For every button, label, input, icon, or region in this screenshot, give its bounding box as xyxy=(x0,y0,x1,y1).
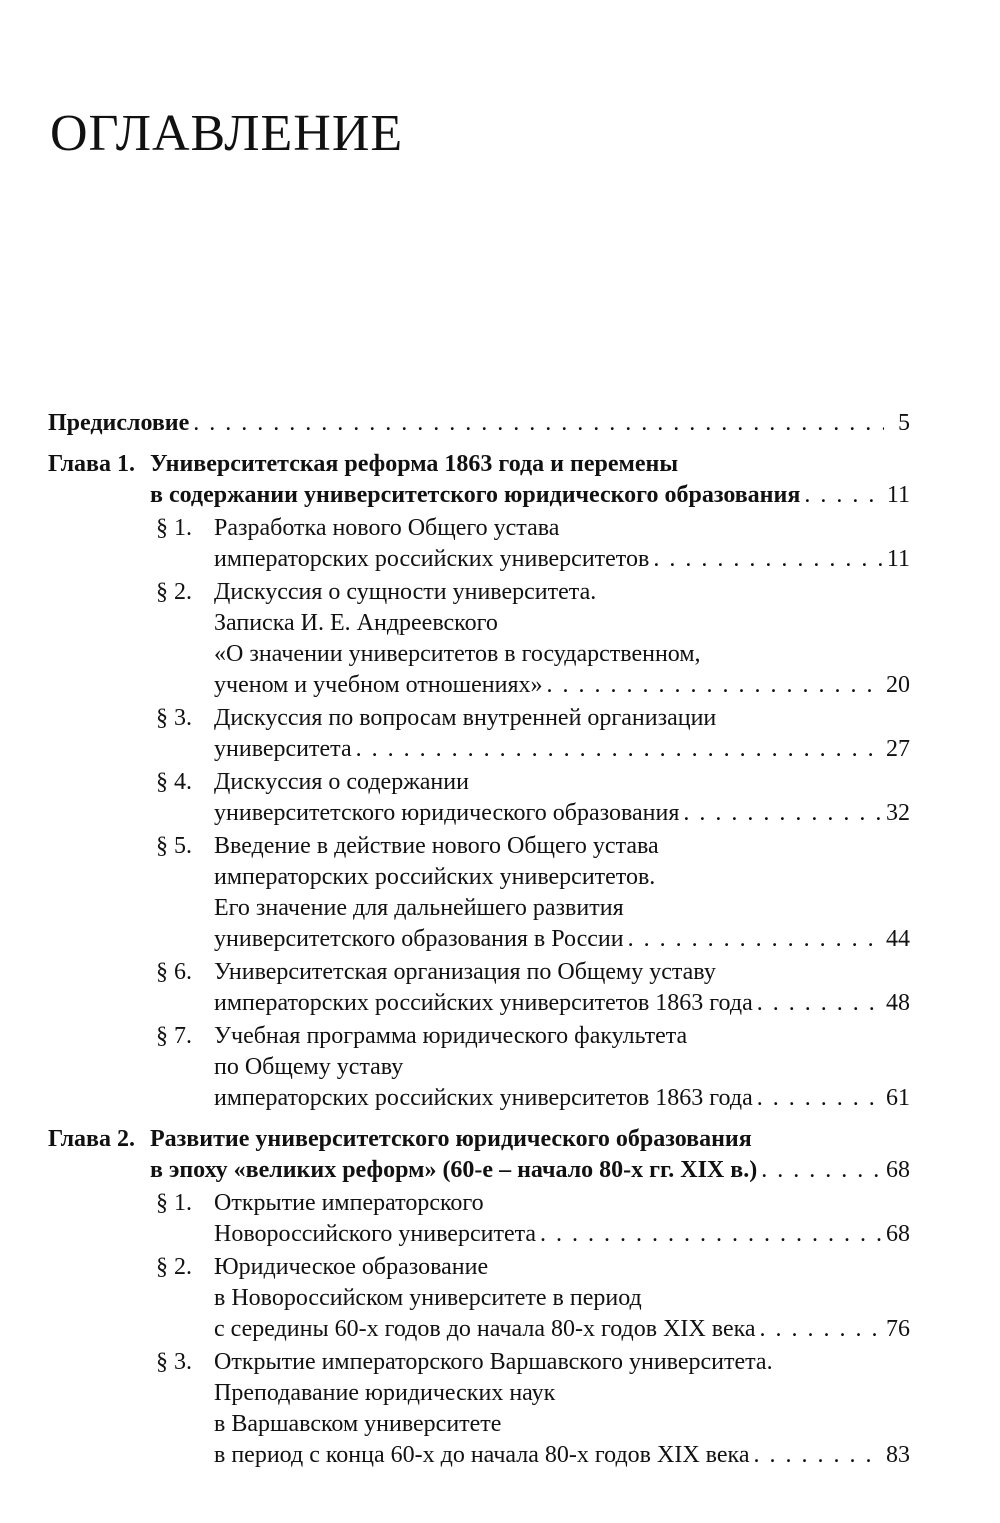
page-number: 83 xyxy=(886,1442,910,1468)
section-label: § 7. xyxy=(156,1023,192,1049)
section-title-line: Разработка нового Общего устава xyxy=(214,515,560,541)
section-label: § 4. xyxy=(156,769,192,795)
table-of-contents xyxy=(48,408,910,1471)
section-title-line: Открытие императорского xyxy=(214,1190,484,1216)
toc-section-1-3[interactable] xyxy=(48,703,910,765)
section-title-line: в Новороссийском университете в период xyxy=(214,1285,642,1311)
page-number: 76 xyxy=(886,1316,910,1342)
toc-section-2-3[interactable] xyxy=(48,1347,910,1471)
section-title-line: Учебная программа юридического факультета xyxy=(214,1023,688,1049)
section-title-line: Дискуссия о содержании xyxy=(214,769,469,795)
page-number: 48 xyxy=(886,990,910,1016)
page-title: ОГЛАВЛЕНИЕ xyxy=(50,105,404,162)
section-title-line: Его значение для дальнейшего развития xyxy=(214,895,624,921)
page-number: 32 xyxy=(886,800,910,826)
toc-section-1-7[interactable] xyxy=(48,1021,910,1114)
section-title-line: Преподавание юридических наук xyxy=(214,1380,556,1406)
leader-dots xyxy=(193,408,884,439)
leader-dots xyxy=(761,1155,882,1186)
section-title-line: Записка И. Е. Андреевского xyxy=(214,610,498,636)
section-label: § 1. xyxy=(156,1190,192,1216)
toc-section-1-5[interactable] xyxy=(48,831,910,955)
chapter-label: Глава 1. xyxy=(48,451,135,477)
section-label: § 3. xyxy=(156,705,192,731)
toc-section-2-2[interactable] xyxy=(48,1252,910,1345)
section-title-line: Дискуссия о сущности университета. xyxy=(214,579,597,605)
toc-section-1-6[interactable] xyxy=(48,957,910,1019)
toc-chapter-2[interactable] xyxy=(48,1124,910,1186)
leader-dots xyxy=(683,798,882,829)
section-label: § 1. xyxy=(156,515,192,541)
section-title-line: Введение в действие нового Общего устава xyxy=(214,833,659,859)
chapter-title-line: Развитие университетского юридического образования xyxy=(150,1126,752,1152)
section-title-line: университета xyxy=(214,736,352,762)
section-title-line: императорских российских университетов. xyxy=(214,864,656,890)
leader-dots xyxy=(760,1314,882,1345)
page-number: 44 xyxy=(886,926,910,952)
section-label: § 6. xyxy=(156,959,192,985)
toc-section-1-2[interactable] xyxy=(48,577,910,701)
section-title-line: ученом и учебном отношениях» xyxy=(214,672,543,698)
toc-entry-preface[interactable] xyxy=(48,408,910,439)
page-number: 11 xyxy=(886,482,910,508)
section-title-line: Открытие императорского Варшавского университета. xyxy=(214,1349,773,1375)
leader-dots xyxy=(540,1219,882,1250)
leader-dots xyxy=(757,988,882,1019)
section-label: § 5. xyxy=(156,833,192,859)
chapter-title-line: в эпоху «великих реформ» (60-е – начало 80-х гг. XIX в.) xyxy=(150,1157,758,1183)
toc-section-2-1[interactable] xyxy=(48,1188,910,1250)
preface-title: Предисловие xyxy=(48,410,190,436)
page-number: 11 xyxy=(886,546,910,572)
section-title-line: университетского образования в России xyxy=(214,926,624,952)
toc-section-1-4[interactable] xyxy=(48,767,910,829)
section-label: § 2. xyxy=(156,1254,192,1280)
page-number: 20 xyxy=(886,672,910,698)
section-title-line: императорских российских университетов 1863 года xyxy=(214,1085,753,1111)
page-number: 68 xyxy=(886,1221,910,1247)
section-title-line: в Варшавском университете xyxy=(214,1411,502,1437)
section-title-line: «О значении университетов в государственном, xyxy=(214,641,701,667)
leader-dots xyxy=(653,544,883,575)
page-number: 68 xyxy=(886,1157,910,1183)
page-number: 5 xyxy=(898,410,910,436)
section-title-line: с середины 60-х годов до начала 80-х годов XIX века xyxy=(214,1316,756,1342)
chapter-title-line: Университетская реформа 1863 года и перемены xyxy=(150,451,679,477)
section-label: § 3. xyxy=(156,1349,192,1375)
leader-dots xyxy=(547,670,882,701)
section-title-line: Новороссийского университета xyxy=(214,1221,537,1247)
page-number: 27 xyxy=(886,736,910,762)
leader-dots xyxy=(356,734,882,765)
toc-section-1-1[interactable] xyxy=(48,513,910,575)
section-title-line: Университетская организация по Общему уставу xyxy=(214,959,716,985)
section-title-line: университетского юридического образования xyxy=(214,800,680,826)
chapter-title-line: в содержании университетского юридического образования xyxy=(150,482,801,508)
leader-dots xyxy=(628,924,882,955)
section-title-line: императорских российских университетов 1863 года xyxy=(214,990,753,1016)
chapter-label: Глава 2. xyxy=(48,1126,135,1152)
section-title-line: императорских российских университетов xyxy=(214,546,650,572)
leader-dots xyxy=(757,1083,882,1114)
leader-dots xyxy=(804,480,883,511)
section-title-line: в период с конца 60-х до начала 80-х годов XIX века xyxy=(214,1442,750,1468)
section-title-line: Дискуссия по вопросам внутренней организации xyxy=(214,705,717,731)
leader-dots xyxy=(753,1440,882,1471)
page-number: 61 xyxy=(886,1085,910,1111)
section-title-line: по Общему уставу xyxy=(214,1054,404,1080)
section-title-line: Юридическое образование xyxy=(214,1254,489,1280)
section-label: § 2. xyxy=(156,579,192,605)
toc-chapter-1[interactable] xyxy=(48,449,910,511)
